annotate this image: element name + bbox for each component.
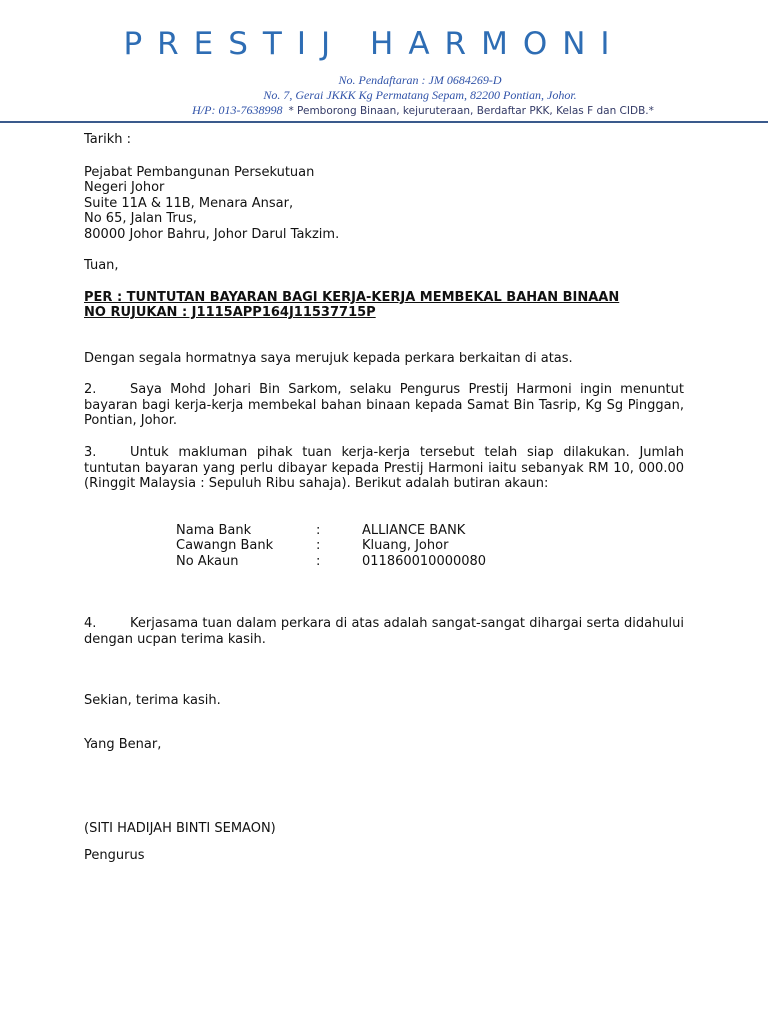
subject-line: PER : TUNTUTAN BAYARAN BAGI KERJA-KERJA MEMBEKAL BAHAN BINAAN — [84, 290, 620, 305]
recipient-line: Suite 11A & 11B, Menara Ansar, — [84, 196, 294, 211]
salutation: Tuan, — [84, 258, 119, 273]
date-label: Tarikh : — [84, 132, 131, 147]
reference-line: NO RUJUKAN : J1115APP164J11537715P — [84, 305, 376, 320]
paragraph-text: Saya Mohd Johari Bin Sarkom, selaku Pengurus Prestij Harmoni ingin menuntut bayaran bagi kerja-kerja membekal bahan binaan kepada Samat Bin Tasrip, Kg Sg Pinggan, Pontian, Johor. — [84, 382, 684, 428]
paragraph-number: 3. — [84, 445, 97, 460]
bank-value: Kluang, Johor — [362, 538, 449, 553]
paragraph-number: 4. — [84, 616, 97, 631]
bank-value: ALLIANCE BANK — [362, 523, 466, 538]
phone-number: H/P: 013-7638998 — [192, 103, 283, 117]
company-name: PRESTIJ HARMONI — [123, 26, 625, 62]
address-line: No. 7, Gerai JKKK Kg Permatang Sepam, 82200 Pontian, Johor. — [263, 88, 577, 102]
bank-separator: : — [316, 538, 321, 553]
paragraph-text: Untuk makluman pihak tuan kerja-kerja tersebut telah siap dilakukan. Jumlah tuntutan bayaran yang perlu dibayar kepada Prestij Harmoni iaitu sebanyak RM 10, 000.00 (Ringgit Malaysia : Sepuluh Ribu sahaja). Berikut adalah butiran akaun: — [84, 445, 684, 491]
closing-line: Sekian, terima kasih. — [84, 693, 221, 708]
registration-line: No. Pendaftaran : JM 0684269-D — [338, 73, 502, 87]
bank-separator: : — [316, 523, 321, 538]
contact-line — [143, 103, 703, 118]
signer-name: (SITI HADIJAH BINTI SEMAON) — [84, 821, 276, 836]
intro-paragraph: Dengan segala hormatnya saya merujuk kepada perkara berkaitan di atas. — [84, 351, 573, 366]
bank-label: Nama Bank — [176, 523, 252, 538]
bank-label: No Akaun — [176, 554, 239, 569]
bank-label: Cawangn Bank — [176, 538, 274, 553]
recipient-line: 80000 Johor Bahru, Johor Darul Takzim. — [84, 227, 340, 242]
header-divider — [0, 121, 768, 123]
signoff-line: Yang Benar, — [84, 737, 162, 752]
recipient-line: Negeri Johor — [84, 180, 165, 195]
signer-title: Pengurus — [84, 848, 145, 863]
recipient-line: No 65, Jalan Trus, — [84, 211, 197, 226]
recipient-line: Pejabat Pembangunan Persekutuan — [84, 165, 315, 180]
paragraph-text: Kerjasama tuan dalam perkara di atas adalah sangat-sangat dihargai serta didahului dengan ucpan terima kasih. — [84, 616, 684, 647]
paragraph-3 — [84, 445, 684, 492]
paragraph-number: 2. — [84, 382, 97, 397]
bank-value: 011860010000080 — [362, 554, 487, 569]
bank-separator: : — [316, 554, 321, 569]
paragraph-4 — [84, 616, 684, 647]
company-tagline: * Pemborong Binaan, kejuruteraan, Berdaftar PKK, Kelas F dan CIDB.* — [288, 105, 654, 117]
paragraph-2 — [84, 382, 684, 429]
